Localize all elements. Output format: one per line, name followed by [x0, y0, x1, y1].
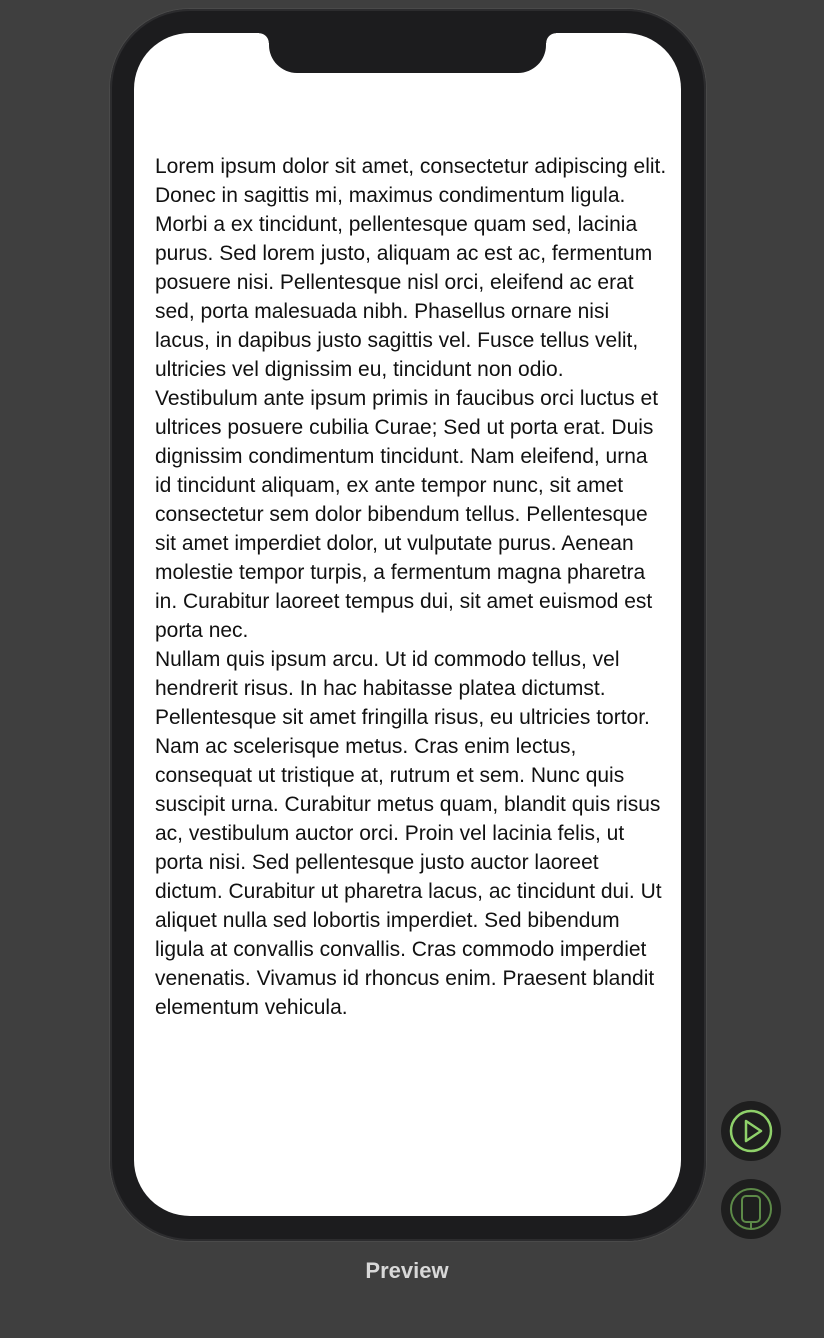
- live-preview-button[interactable]: [721, 1101, 781, 1161]
- device-settings-button[interactable]: [721, 1179, 781, 1239]
- device-screen: [134, 33, 681, 1216]
- text-view[interactable]: [155, 152, 667, 1022]
- paragraph-2: Nullam quis ipsum arcu. Ut id commodo tellus, vel hendrerit risus. In hac habitasse platea dictumst. Pellentesque sit amet fringilla risus, eu ultricies tortor. Nam ac scelerisque metus. Cras enim lectus, consequat ut tristique at, rutrum et sem. Nunc quis suscipit urna. Curabitur metus quam, blandit quis risus ac, vestibulum auctor orci. Proin vel lacinia felis, ut porta nisi. Sed pellentesque justo auctor laoreet dictum. Curabitur ut pharetra lacus, ac tincidunt dui. Ut aliquet nulla sed lobortis imperdiet. Sed bibendum ligula at convallis convallis. Cras commodo imperdiet venenatis. Vivamus id rhoncus enim. Praesent blandit elementum vehicula.: [155, 648, 662, 1019]
- preview-label: Preview: [365, 1258, 449, 1283]
- device-notch: [269, 33, 546, 73]
- paragraph-1: Lorem ipsum dolor sit amet, consectetur adipiscing elit. Donec in sagittis mi, maximus condimentum ligula. Morbi a ex tincidunt, pellentesque quam sed, lacinia purus. Sed lorem justo, aliquam ac est ac, fermentum posuere nisi. Pellentesque nisl orci, eleifend ac erat sed, porta malesuada nibh. Phasellus ornare nisi lacus, in dapibus justo sagittis vel. Fusce tellus velit, ultricies vel dignissim eu, tincidunt non odio. Vestibulum ante ipsum primis in faucibus orci luctus et ultrices posuere cubilia Curae; Sed ut porta erat. Duis dignissim condimentum tincidunt. Nam eleifend, urna id tincidunt aliquam, ex ante tempor nunc, sit amet consectetur sem dolor bibendum tellus. Pellentesque sit amet imperdiet dolor, ut vulputate purus. Aenean molestie tempor turpis, a fermentum magna pharetra in. Curabitur laoreet tempus dui, sit amet euismod est porta nec.: [155, 155, 667, 642]
- play-icon: [721, 1101, 781, 1161]
- phone-device-icon: [721, 1179, 781, 1239]
